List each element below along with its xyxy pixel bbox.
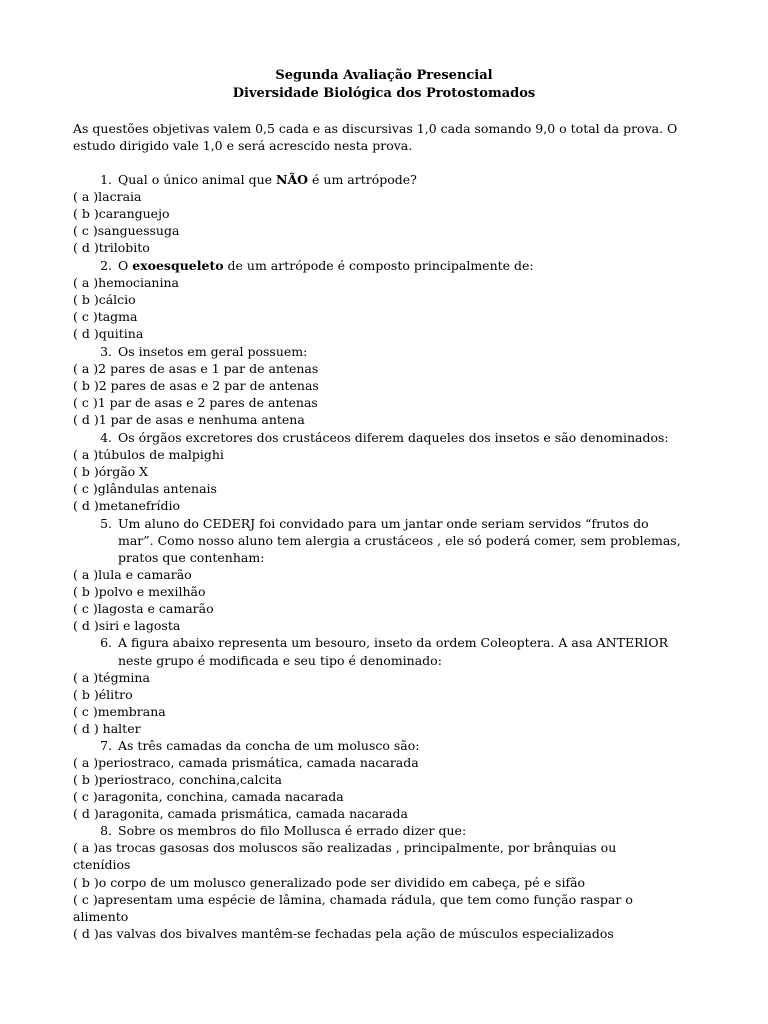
question-number: 8. [100, 823, 112, 838]
question-text: Qual o único animal que [118, 172, 277, 187]
option-d: ( d )aragonita, camada prismática, camada nacarada [73, 806, 408, 821]
question-1 [90, 171, 417, 188]
intro-line: As questões objetivas valem 0,5 cada e as discursivas 1,0 cada somando 9,0 o total da prova. O [73, 121, 678, 136]
option-b: ( b )élitro [73, 687, 133, 702]
option-c: ( c )tagma [73, 309, 138, 324]
option-d: ( d )siri e lagosta [73, 618, 181, 633]
question-number: 2. [100, 258, 112, 273]
option-c: ( c )membrana [73, 704, 166, 719]
option-d: ( d )metanefrídio [73, 498, 181, 513]
question-text: O [118, 258, 133, 273]
question-text: de um artrópode é composto principalmente de: [223, 258, 534, 273]
option-a: ( a )lula e camarão [73, 567, 192, 582]
question-text: é um artrópode? [308, 172, 417, 187]
question-2 [90, 257, 534, 274]
option-d: ( d )1 par de asas e nenhuma antena [73, 412, 305, 427]
question-7 [90, 737, 419, 754]
question-number: 1. [100, 172, 112, 187]
option-a: ( a )lacraia [73, 189, 142, 204]
question-5 [90, 515, 649, 532]
question-text: A figura abaixo representa um besouro, inseto da ordem Coleoptera. A asa ANTERIOR [118, 635, 669, 650]
question-4 [90, 429, 669, 446]
question-3 [90, 343, 307, 360]
option-b: ( b )periostraco, conchina,calcita [73, 772, 282, 787]
question-text: As três camadas da concha de um molusco são: [118, 738, 420, 753]
option-c: ( c )apresentam uma espécie de lâmina, chamada rádula, que tem como função raspar o [73, 892, 633, 907]
option-a: ( a )túbulos de malpighi [73, 447, 224, 462]
option-a-continued: ctenídios [73, 857, 131, 872]
option-d: ( d ) halter [73, 721, 141, 736]
option-d: ( d )trilobito [73, 240, 150, 255]
question-text: Os insetos em geral possuem: [118, 344, 308, 359]
intro-line: estudo dirigido vale 1,0 e será acrescido nesta prova. [73, 138, 413, 153]
option-b: ( b )polvo e mexilhão [73, 584, 206, 599]
option-c: ( c )1 par de asas e 2 pares de antenas [73, 395, 318, 410]
option-b: ( b )cálcio [73, 292, 136, 307]
option-c: ( c )sanguessuga [73, 223, 180, 238]
question-text: pratos que contenham: [118, 550, 265, 565]
question-6 [90, 634, 668, 651]
question-text: Os órgãos excretores dos crustáceos diferem daqueles dos insetos e são denominados: [118, 430, 669, 445]
question-8 [90, 822, 466, 839]
exam-subtitle: Diversidade Biológica dos Protostomados [232, 86, 536, 101]
option-b: ( b )órgão X [73, 464, 149, 479]
question-number: 3. [100, 344, 112, 359]
option-d: ( d )as valvas dos bivalves mantêm-se fechadas pela ação de músculos especializados [73, 926, 614, 941]
option-c: ( c )aragonita, conchina, camada nacarada [73, 789, 344, 804]
option-c: ( c )glândulas antenais [73, 481, 217, 496]
question-emphasis: exoesqueleto [132, 258, 224, 273]
option-a: ( a )as trocas gasosas dos moluscos são realizadas , principalmente, por brânquias ou [73, 840, 617, 855]
question-text: neste grupo é modificada e seu tipo é denominado: [118, 653, 442, 668]
question-number: 6. [100, 635, 112, 650]
option-b: ( b )o corpo de um molusco generalizado pode ser dividido em cabeça, pé e sifão [73, 875, 586, 890]
option-a: ( a )2 pares de asas e 1 par de antenas [73, 361, 319, 376]
option-b: ( b )2 pares de asas e 2 par de antenas [73, 378, 319, 393]
question-text: Sobre os membros do filo Mollusca é errado dizer que: [118, 823, 467, 838]
question-number: 7. [100, 738, 112, 753]
option-b: ( b )caranguejo [73, 206, 170, 221]
question-text: Um aluno do CEDERJ foi convidado para um jantar onde seriam servidos “frutos do [118, 516, 649, 531]
option-c: ( c )lagosta e camarão [73, 601, 214, 616]
option-c-continued: alimento [73, 909, 129, 924]
question-number: 4. [100, 430, 112, 445]
exam-title: Segunda Avaliação Presencial [275, 68, 493, 83]
option-a: ( a )tégmina [73, 670, 150, 685]
question-emphasis: NÃO [276, 172, 309, 187]
option-a: ( a )periostraco, camada prismática, camada nacarada [73, 755, 419, 770]
question-number: 5. [100, 516, 112, 531]
option-a: ( a )hemocianina [73, 275, 179, 290]
option-d: ( d )quitina [73, 326, 144, 341]
question-text: mar”. Como nosso aluno tem alergia a crustáceos , ele só poderá comer, sem problemas, [118, 533, 681, 548]
